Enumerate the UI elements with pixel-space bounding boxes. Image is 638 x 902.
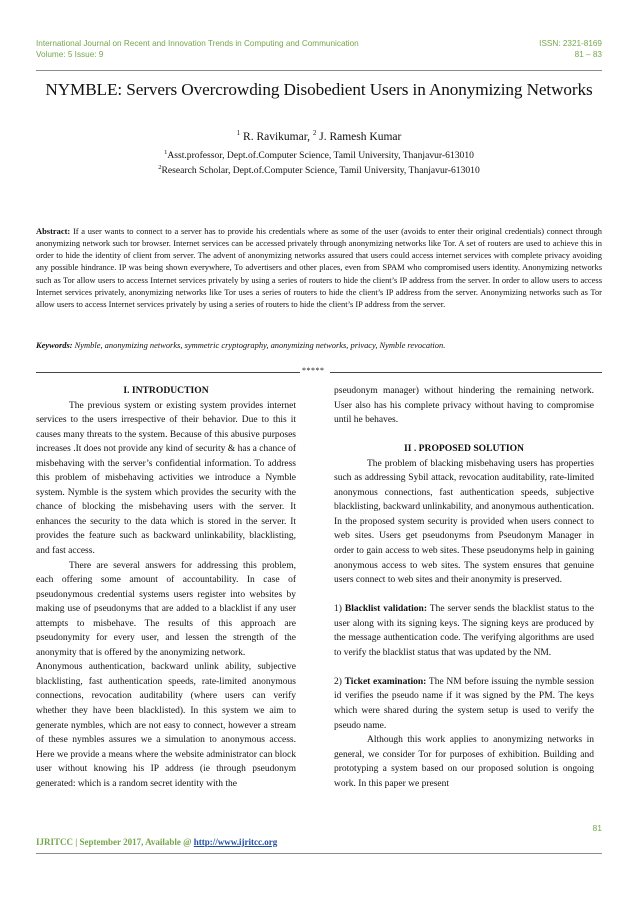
list-item-label: Ticket examination: [344,676,427,687]
list-item-text: The server sends the blacklist status to the user along with its signing keys. The signing keys are produced by the message authentication code. The verifying algorithms are used to verify the blacklist status that was updated by the NM. [334,604,594,658]
author2-sup: 2 [312,129,317,137]
left-column [36,384,296,791]
footer-text: IJRITCC | September 2017, Available @ [36,837,194,847]
author-line [0,129,638,143]
intro-paragraph-1: The previous system or existing system provides internet services to the users irrespective of their behavior. Due to this it causes many threats to the system. Because of this abusive purposes increases .It does not provide any kind of security & has a chance of misbehaving with the server’s confidential information. To address this problem of misbehaving activities we introduce a Nymble system. Nymble is the system which provides the security with the chance of blocking the misbehaving users with the server. It enhances the security to the data which is stored in the server. It provides the feature such as backward unlinkability, blacklisting, and fast access. [36,400,296,557]
journal-issn-block [539,38,602,60]
intro-paragraph-continued: pseudonym manager) without hindering the remaining network. User also has his complete privacy without having to compromise until he behaves. [334,386,594,426]
author1-name: R. Ravikumar, [240,130,310,143]
footer-divider [36,853,602,854]
list-item-ticket-examination [334,675,594,733]
separator-line-left [36,372,300,373]
keywords-text: Nymble, anonymizing networks, symmetric cryptography, anonymizing networks, privacy, Nymble revocation. [72,340,446,350]
affiliation-2 [0,164,638,176]
right-column [334,384,594,791]
page-number: 81 [592,823,602,833]
proposed-paragraph-1: The problem of blacking misbehaving users has properties such as addressing Sybil attack, revocation auditability, rate-limited anonymous connections, fast authentication speeds, subjective blacklisting, backward unlinkability, and anonymous authentication. In the proposed system security is provided when users connect to web sites. Users get pseudonyms from Pseudonym Manager in order to gain access to web sites. These pseudonyms help in gaining anonymous access to web sites. The system ensures that genuine users connect to web sites and their anonymity is preserved. [334,458,594,586]
section-separator [0,366,638,376]
intro-paragraph-2: There are several answers for addressing this problem, each offering some amount of accountability. In case of pseudonymous credential systems users register into websites by making use of pseudonyms that are added to a blacklist if any user attempts to misbehave. The results of this approach are pseudonymity for every user, and lessen the strength of the anonymity that is offered by the anonymizing network. [36,560,296,658]
journal-volume: Volume: 5 Issue: 9 [36,50,104,59]
affiliation-1-sup: 1 [164,149,168,156]
keywords [36,340,602,350]
spacer [334,588,594,603]
list-item-text: The NM before issuing the nymble session id verifies the pseudo name if it was signed by the PM. The keys which were shared during the system setup is used to verify the pseudo name. [334,676,594,731]
separator-line-right [330,372,602,373]
section-heading-proposed-solution: II . PROPOSED SOLUTION [404,443,524,455]
abstract [36,225,602,310]
journal-pages: 81 – 83 [574,50,602,59]
journal-header [36,38,602,68]
affiliation-2-sup: 2 [158,164,162,171]
spacer [334,660,594,675]
abstract-text: If a user wants to connect to a server has to provide his credentials where as some of the user (avoids to enter their original credentials) connect through anonymizing network such tor browser. Internet services can be accessed privately through anonymizing networks like Tor. A set of routers are used to achieve this in order to hide the identity of client from server. The advent of anonymizing networks assured that users could access internet services with complete privacy avoiding any possible hindrance. IP was being shown everywhere, To advertisers and other places, even from SPAM who compromised users identity. Anonymizing networks such as Tor allow users to access Internet services privately by using a series of routers to hide the client’s IP address from the server. In order to allow users to access Internet services privately, anonymizing networks like Tor uses a series of routers to hide the client’s IP address from the server. Anonymizing networks such as Tor allow users to access Internet services privately by using a series of routers to hide the client’s IP address from the server. [36,226,602,309]
author1-sup: 1 [236,129,241,137]
journal-name: International Journal on Recent and Innovation Trends in Computing and Communication [36,39,359,48]
footer-link[interactable]: http://www.ijritcc.org [193,837,278,847]
abstract-label: Abstract: [36,226,71,236]
affiliation-1-text: Asst.professor, Dept.of.Computer Science, Tamil University, Thanjavur-613010 [167,150,474,162]
spacer [334,428,594,443]
section-heading-introduction: I. INTRODUCTION [123,385,209,396]
journal-info [36,38,359,60]
list-item-label: Blacklist validation: [344,604,428,615]
affiliation-1 [0,149,638,161]
header-divider [36,70,602,71]
intro-paragraph-3: Anonymous authentication, backward unlink ability, subjective blacklisting, fast authentication speeds, rate-limited anonymous connections, revocation auditability (where users can verify whether they have been blacklisted). In this system we aim to generate nymbles, which are not easy to connect, however a stream of these nymbles assures we a simulation to anonymous access. Here we provide a means where the website administrator can block user without knowing his IP address (ie through pseudonym generated: which is a random secret identity with the [36,662,296,789]
affiliation-2-text: Research Scholar, Dept.of.Computer Science, Tamil University, Thanjavur-613010 [161,165,480,177]
page-footer [36,837,277,847]
proposed-paragraph-2: Although this work applies to anonymizing networks in general, we consider Tor for purposes of exhibition. Building and prototyping a system based on our proposed solution is ongoing work. In this paper we present [334,735,594,789]
list-item-number: 2) [334,676,345,687]
author2-name: J. Ramesh Kumar [316,130,402,143]
paper-title: NYMBLE: Servers Overcrowding Disobedient Users in Anonymizing Networks [45,80,593,99]
list-item-blacklist-validation [334,602,594,660]
keywords-label: Keywords: [36,340,73,350]
list-item-number: 1) [334,604,345,615]
separator-stars: ***** [302,366,325,375]
journal-issn: ISSN: 2321-8169 [539,39,602,48]
